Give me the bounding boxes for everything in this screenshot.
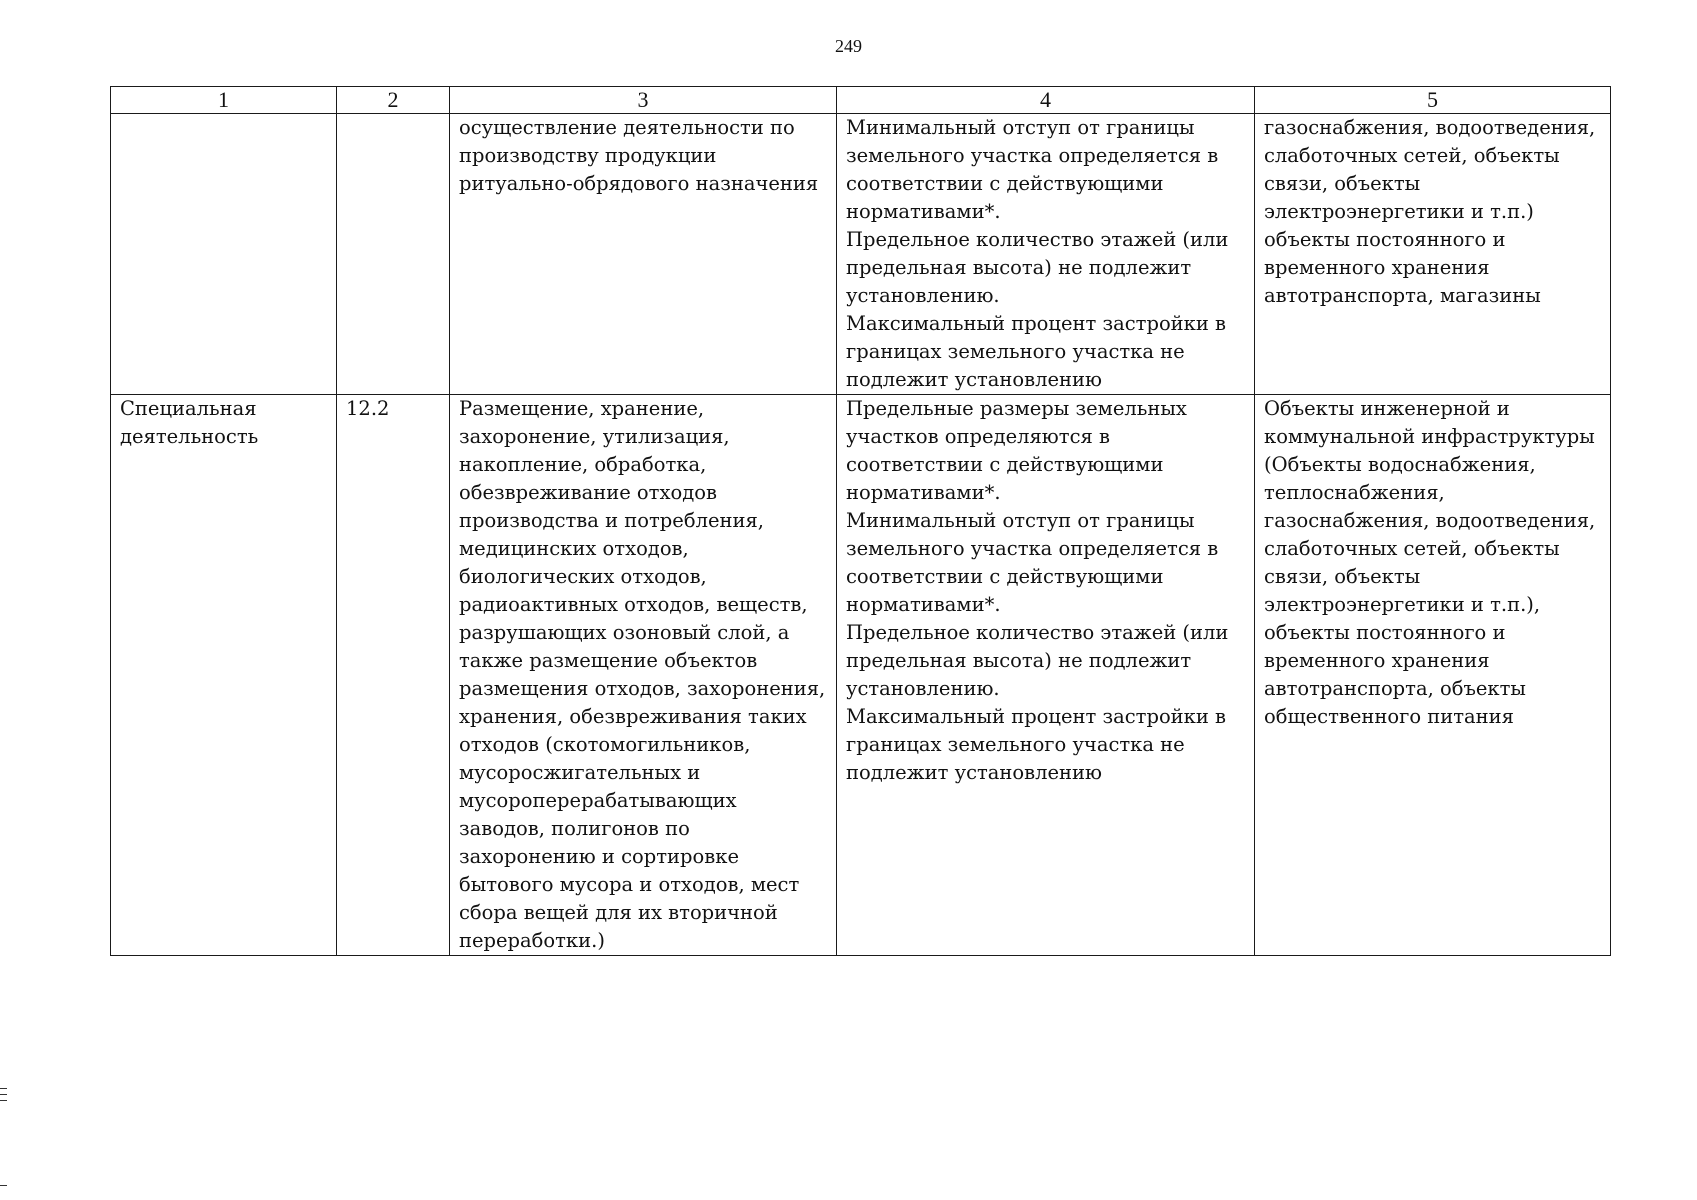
cell-text-line: Специальная — [120, 397, 257, 420]
cell-text-line: участков определяются в — [846, 425, 1110, 448]
cell-text-line: временного хранения — [1264, 256, 1490, 279]
cell-text-line: биологических отходов, — [459, 565, 707, 588]
cell-text-line: обезвреживание отходов — [459, 481, 717, 504]
cell-text-line: автотранспорта, объекты — [1264, 677, 1526, 700]
cell-text-line: слаботочных сетей, объекты — [1264, 144, 1560, 167]
cell-text-line: газоснабжения, водоотведения, — [1264, 116, 1596, 139]
cell-text-line: предельная высота) не подлежит — [846, 649, 1192, 672]
cell-text-line: радиоактивных отходов, веществ, — [459, 593, 808, 616]
parameters-cell — [837, 114, 1255, 395]
margin-mark — [0, 1185, 7, 1186]
cell-text-line: коммунальной инфраструктуры — [1264, 425, 1595, 448]
cell-text-line: общественного питания — [1264, 705, 1514, 728]
cell-text-line: подлежит установлению — [846, 761, 1103, 784]
cell-text-line: установлению. — [846, 677, 1000, 700]
cell-text-line: Объекты инженерной и — [1264, 397, 1510, 420]
cell-text-line: газоснабжения, водоотведения, — [1264, 509, 1596, 532]
header-cell-3: 3 — [450, 87, 837, 114]
cell-text-line: теплоснабжения, — [1264, 481, 1445, 504]
cell-text-line: связи, объекты — [1264, 565, 1421, 588]
header-cell-1: 1 — [111, 87, 337, 114]
cell-text-line: накопление, обработка, — [459, 453, 707, 476]
cell-text-line: осуществление деятельности по — [459, 116, 795, 139]
cell-text-line: сбора вещей для их вторичной — [459, 901, 778, 924]
cell-text-line: соответствии с действующими — [846, 172, 1164, 195]
cell-text-line: электроэнергетики и т.п.), — [1264, 593, 1541, 616]
cell-text-line: слаботочных сетей, объекты — [1264, 537, 1560, 560]
cell-text-line: земельного участка определяется в — [846, 537, 1219, 560]
cell-text-line: мусоросжигательных и — [459, 761, 701, 784]
auxiliary-uses-cell — [1255, 114, 1611, 395]
margin-mark — [0, 1094, 7, 1095]
cell-text-line: границах земельного участка не — [846, 340, 1185, 363]
cell-text-line: Размещение, хранение, — [459, 397, 705, 420]
cell-text-line: переработки.) — [459, 929, 605, 952]
table-row — [111, 114, 1611, 395]
cell-text-line: границах земельного участка не — [846, 733, 1185, 756]
cell-text-line: Предельное количество этажей (или — [846, 228, 1229, 251]
parameters-cell — [837, 395, 1255, 956]
cell-text-line: ритуально-обрядового назначения — [459, 172, 819, 195]
auxiliary-uses-cell — [1255, 395, 1611, 956]
cell-text-line: предельная высота) не подлежит — [846, 256, 1192, 279]
cell-text-line: производства и потребления, — [459, 509, 764, 532]
cell-text-line: временного хранения — [1264, 649, 1490, 672]
cell-text-line: связи, объекты — [1264, 172, 1421, 195]
header-cell-4: 4 — [837, 87, 1255, 114]
header-row — [111, 87, 1611, 114]
cell-text-line: заводов, полигонов по — [459, 817, 690, 840]
cell-text-line: объекты постоянного и — [1264, 228, 1506, 251]
cell-text-line: отходов (скотомогильников, — [459, 733, 751, 756]
use-description-cell — [450, 395, 837, 956]
cell-text-line: медицинских отходов, — [459, 537, 689, 560]
cell-text-line: размещения отходов, захоронения, — [459, 677, 826, 700]
use-code-cell: 12.2 — [337, 395, 450, 956]
cell-text-line: также размещение объектов — [459, 649, 758, 672]
cell-text-line: нормативами*. — [846, 593, 1001, 616]
cell-text-line: электроэнергетики и т.п.) — [1264, 200, 1534, 223]
cell-text-line: объекты постоянного и — [1264, 621, 1506, 644]
cell-text-line: соответствии с действующими — [846, 453, 1164, 476]
header-cell-2: 2 — [337, 87, 450, 114]
cell-text-line: установлению. — [846, 284, 1000, 307]
cell-text-line: бытового мусора и отходов, мест — [459, 873, 800, 896]
cell-text-line: соответствии с действующими — [846, 565, 1164, 588]
header-cell-5: 5 — [1255, 87, 1611, 114]
cell-text-line: мусороперерабатывающих — [459, 789, 737, 812]
page-number: 249 — [835, 36, 862, 56]
cell-text-line: Предельное количество этажей (или — [846, 621, 1229, 644]
table-row — [111, 395, 1611, 956]
cell-text-line: автотранспорта, магазины — [1264, 284, 1541, 307]
use-description-cell — [450, 114, 837, 395]
cell-text-line: деятельность — [120, 425, 259, 448]
cell-text-line: Максимальный процент застройки в — [846, 705, 1227, 728]
cell-text-line: нормативами*. — [846, 481, 1001, 504]
cell-text-line: разрушающих озоновый слой, а — [459, 621, 790, 644]
use-name-cell — [111, 114, 337, 395]
use-code-cell — [337, 114, 450, 395]
cell-text-line: Минимальный отступ от границы — [846, 509, 1195, 532]
cell-text-line: нормативами*. — [846, 200, 1001, 223]
cell-text-line: Предельные размеры земельных — [846, 397, 1187, 420]
cell-text-line: (Объекты водоснабжения, — [1264, 453, 1536, 476]
margin-mark — [0, 1088, 7, 1089]
cell-text-line: Максимальный процент застройки в — [846, 312, 1227, 335]
cell-text-line: подлежит установлению — [846, 368, 1103, 391]
use-name-cell — [111, 395, 337, 956]
cell-text-line: Минимальный отступ от границы — [846, 116, 1195, 139]
cell-text-line: производству продукции — [459, 144, 717, 167]
margin-mark — [0, 1100, 7, 1101]
cell-text-line: земельного участка определяется в — [846, 144, 1219, 167]
cell-text-line: захоронению и сортировке — [459, 845, 739, 868]
cell-text-line: хранения, обезвреживания таких — [459, 705, 807, 728]
zoning-table — [110, 86, 1611, 956]
cell-text-line: захоронение, утилизация, — [459, 425, 730, 448]
